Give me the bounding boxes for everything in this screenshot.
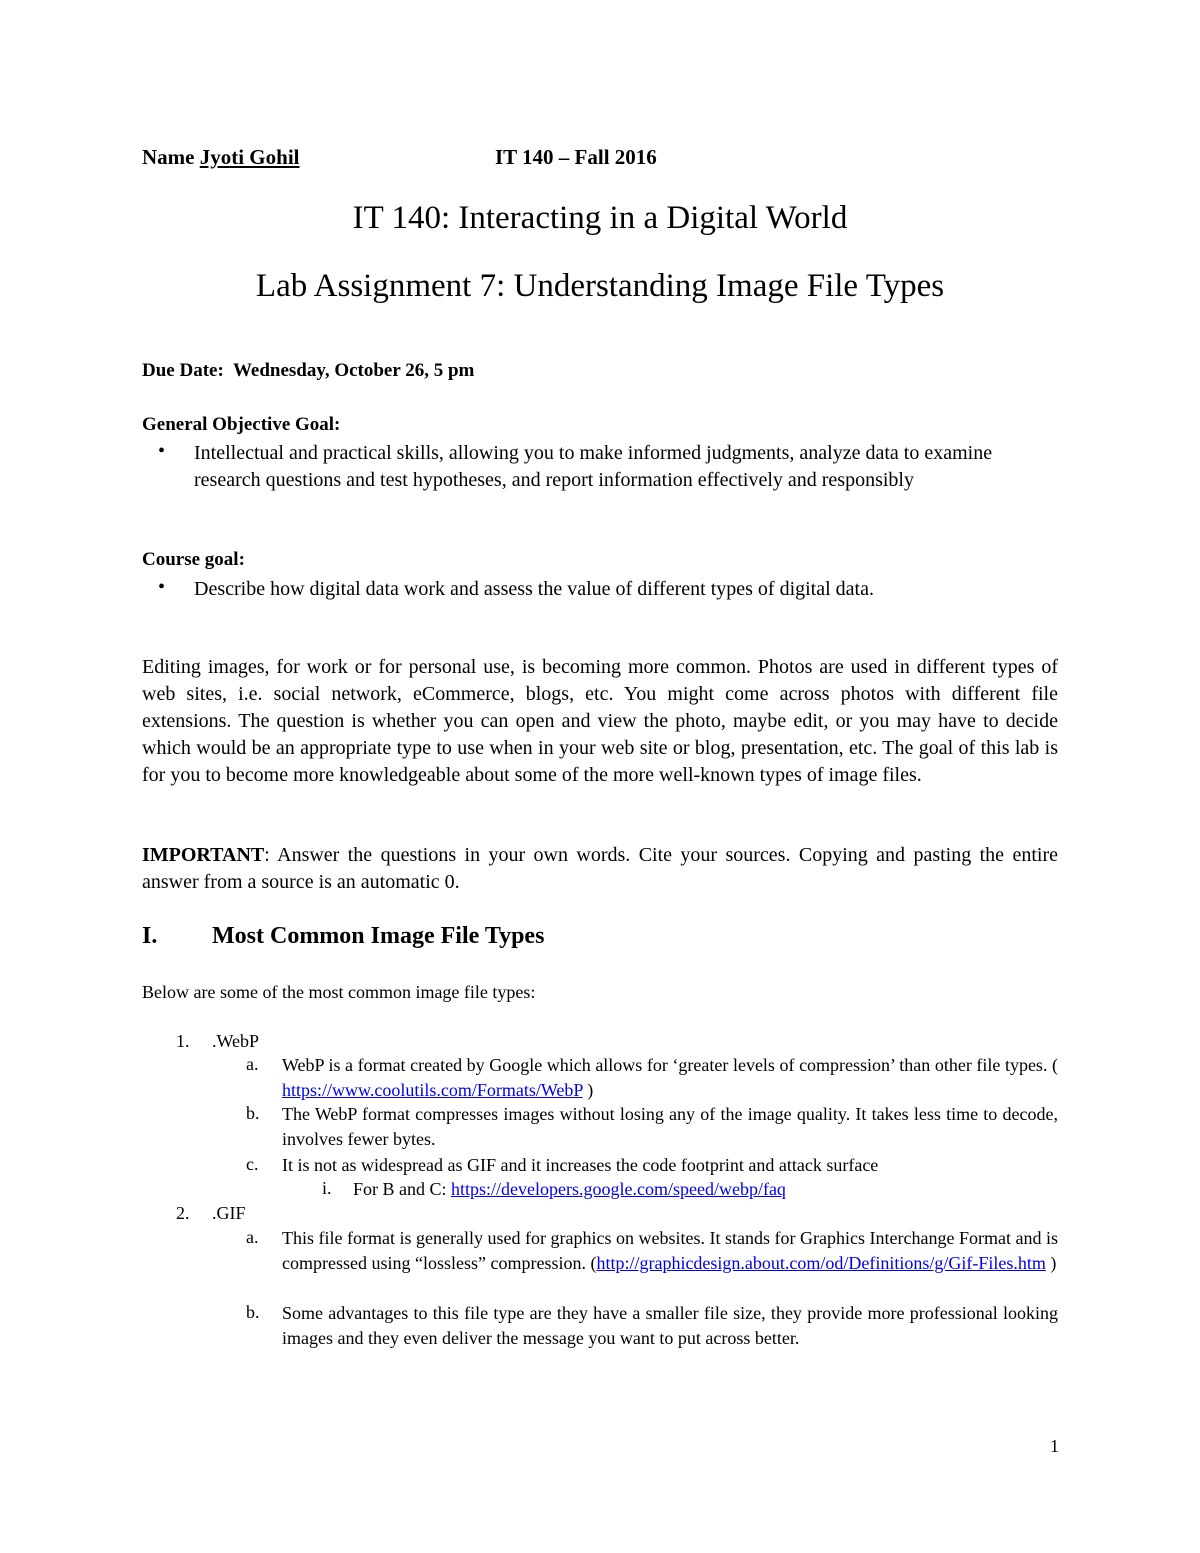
important-text: : Answer the questions in your own words. Cite your sources. Copying and pasting the entire answer from a source is an automatic 0. — [142, 844, 1058, 893]
list-item: It is not as widespread as GIF and it increases the code footprint and attack surface — [282, 1155, 879, 1175]
roman-text: For B and C: — [353, 1179, 452, 1199]
important-paragraph — [142, 842, 1058, 896]
list-item: The WebP format compresses images without losing any of the image quality. It takes less time to decode, involves fewer bytes. — [282, 1104, 1058, 1149]
about-gif-link[interactable]: http://graphicdesign.about.com/od/Definitions/g/Gif-Files.htm — [596, 1253, 1046, 1273]
course-goal-bullet: Describe how digital data work and assess the value of different types of digital data. — [194, 578, 874, 600]
course-term: IT 140 – Fall 2016 — [495, 145, 657, 169]
sub-text: WebP is a format created by Google which allows for ‘greater levels of compression’ than other file types. ( — [282, 1055, 1058, 1075]
section-title: Most Common Image File Types — [212, 923, 545, 949]
name-field — [142, 145, 300, 170]
due-label: Due Date: — [142, 360, 224, 381]
google-webp-faq-link[interactable]: https://developers.google.com/speed/webp/faq — [451, 1179, 786, 1199]
due-value: Wednesday, October 26, 5 pm — [232, 360, 475, 381]
sub-letter: a. — [246, 1227, 259, 1247]
important-label: IMPORTANT — [142, 844, 265, 866]
sub-text: This file format is generally used for graphics on websites. It stands for Graphics Interchange Format and is compressed using “lossless” compression. ( — [282, 1228, 1058, 1273]
list-number: 2. — [176, 1203, 190, 1223]
sub-text-after: ) — [1045, 1253, 1057, 1273]
sub-letter: b. — [246, 1302, 260, 1322]
list-item-label: .GIF — [212, 1203, 246, 1223]
page-number: 1 — [1050, 1436, 1059, 1456]
general-goal-bullet: Intellectual and practical skills, allowing you to make informed judgments, analyze data to examine research questions and test hypotheses, and report information effectively and responsibly — [194, 442, 993, 491]
list-item-label: .WebP — [212, 1031, 260, 1051]
section-lead: Below are some of the most common image file types: — [142, 982, 536, 1002]
intro-paragraph: Editing images, for work or for personal use, is becoming more common. Photos are used in different types of web sites, i.e. social network, eCommerce, blogs, etc. You might come across photos with different file extensions. The question is whether you can open and view the photo, maybe edit, or you may have to decide which would be an appropriate type to use when in your web site or blog, presentation, etc. The goal of this lab is for you to become more knowledgeable about some of the more well-known types of image files. — [142, 656, 1058, 786]
coolutils-link[interactable]: https://www.coolutils.com/Formats/WebP — [282, 1080, 583, 1100]
bullet-icon: • — [158, 440, 166, 462]
list-item: Some advantages to this file type are they have a smaller file size, they provide more professional looking images and they even deliver the message you want to put across better. — [282, 1303, 1058, 1348]
list-number: 1. — [176, 1031, 190, 1051]
general-goal-heading: General Objective Goal: — [142, 414, 341, 435]
sub-letter: b. — [246, 1103, 260, 1123]
name-value: Jyoti Gohil — [199, 145, 300, 169]
name-label: Name — [142, 145, 195, 169]
sub-text-after: ) — [582, 1080, 594, 1100]
lab-title: Lab Assignment 7: Understanding Image File Types — [255, 268, 945, 304]
section-numeral: I. — [142, 923, 158, 949]
sub-letter: c. — [246, 1154, 259, 1174]
course-goal-heading: Course goal: — [142, 549, 245, 570]
sub-letter: a. — [246, 1054, 259, 1074]
list-item — [282, 1053, 1058, 1103]
roman-number: i. — [322, 1178, 332, 1198]
list-item — [282, 1226, 1058, 1276]
due-date — [142, 360, 474, 382]
list-item — [353, 1177, 786, 1202]
course-title: IT 140: Interacting in a Digital World — [352, 200, 848, 236]
bullet-icon: • — [158, 576, 166, 598]
